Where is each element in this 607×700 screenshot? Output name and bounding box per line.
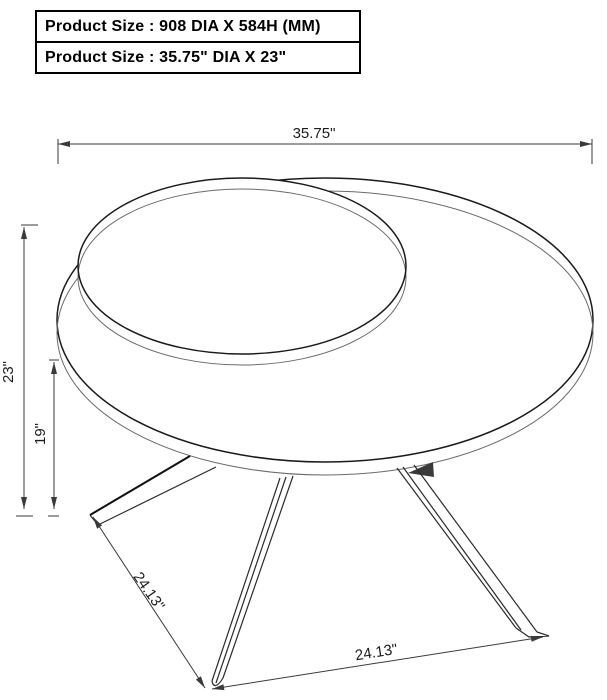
leg-edge [90,456,190,515]
dim-total-height-label: 23" [0,360,17,384]
arrow-left-icon [58,141,70,147]
arrow-icon [93,517,102,529]
arrow-icon [196,676,205,688]
dim-total-height [0,225,38,516]
arrow-down-icon [51,497,57,509]
arrow-right-icon [580,141,592,147]
dim-leg-bottom [212,636,543,690]
leg-edge [216,477,286,683]
dim-leg-bottom-label: 24.13" [353,640,399,665]
arrow-down-icon [21,497,27,509]
leg-edge [414,465,537,632]
dim-diameter-label: 35.75" [292,125,336,142]
small-top-mask [78,178,406,354]
leg-back-left [90,456,216,525]
arrow-up-icon [51,362,57,374]
leg-front-center [212,476,293,686]
dim-leg-left [93,517,205,688]
leg-right [397,462,549,637]
leg-edge [212,478,280,681]
dim-table-height [32,360,59,516]
leg-edge [223,476,293,678]
dim-leg-left-label: 24.13" [129,568,168,614]
dim-diameter [58,125,592,164]
product-size-inches: Product Size : 35.75" DIA X 23" [37,41,359,72]
leg-edge [403,467,521,630]
product-size-mm: Product Size : 908 DIA X 584H (MM) [45,18,321,35]
arrow-up-icon [21,227,27,239]
leg-edge [397,468,516,628]
dim-table-height-label: 19" [32,422,49,446]
